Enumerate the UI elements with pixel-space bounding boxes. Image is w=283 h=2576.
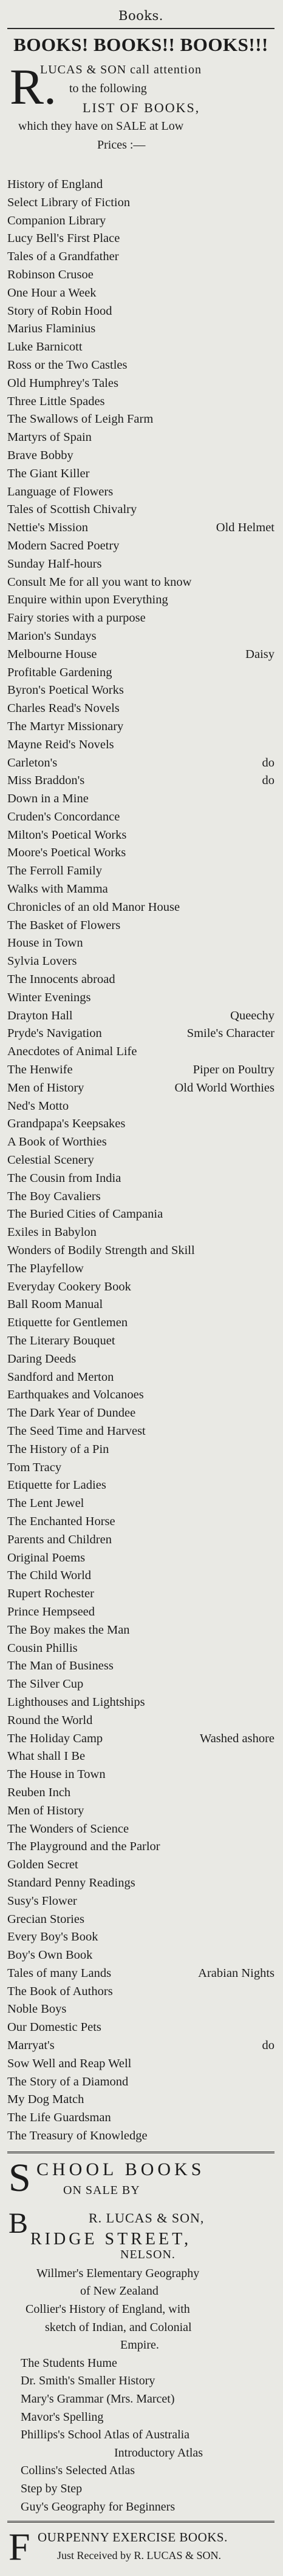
book-title-secondary: Old Helmet — [216, 521, 274, 535]
book-entry — [7, 375, 274, 393]
book-title: My Dog Match — [7, 2093, 84, 2107]
book-entry — [7, 1441, 274, 1459]
book-title: Noble Boys — [7, 2002, 67, 2016]
school-book-entry — [7, 2336, 274, 2355]
footer-notice — [7, 2527, 274, 2576]
book-title: One Hour a Week — [7, 286, 97, 300]
book-entry — [7, 591, 274, 609]
book-title: Story of Robin Hood — [7, 304, 112, 318]
book-entry — [7, 2109, 274, 2127]
book-entry — [7, 1983, 274, 2001]
book-entry — [7, 212, 274, 230]
book-entry — [7, 248, 274, 266]
book-entry — [7, 483, 274, 501]
book-title: Wonders of Bodily Strength and Skill — [7, 1244, 195, 1258]
book-entry — [7, 899, 274, 917]
book-title: Chronicles of an old Manor House — [7, 900, 180, 914]
book-title: Ross or the Two Castles — [7, 358, 128, 372]
book-entry — [7, 284, 274, 303]
book-title: Drayton Hall — [7, 1008, 73, 1022]
book-title: The Seed Time and Harvest — [7, 1424, 146, 1438]
book-title: Marion's Sundays — [7, 629, 97, 643]
book-title: Martyrs of Spain — [7, 431, 92, 444]
book-entry — [7, 827, 274, 845]
book-entry — [7, 934, 274, 953]
book-entry — [7, 2055, 274, 2073]
divider — [7, 2521, 274, 2523]
school-book-entry — [7, 2355, 274, 2373]
school-book-entry — [7, 2426, 274, 2444]
book-title: Winter Evenings — [7, 990, 91, 1004]
book-entry — [7, 1115, 274, 1133]
book-entry — [7, 1585, 274, 1603]
book-entry — [7, 1459, 274, 1477]
book-entry — [7, 808, 274, 827]
book-entry — [7, 519, 274, 537]
book-title: Tales of Scottish Chivalry — [7, 503, 137, 517]
school-book-title: Introductory Atlas — [114, 2446, 203, 2460]
book-title-secondary: Washed ashore — [199, 1731, 274, 1745]
book-entry — [7, 1603, 274, 1622]
book-entry — [7, 1874, 274, 1893]
school-books-heading — [7, 2157, 274, 2262]
book-entry — [7, 646, 274, 664]
book-entry — [7, 862, 274, 880]
column-title: Books. — [118, 8, 163, 23]
book-title: The Boy Cavaliers — [7, 1189, 101, 1203]
book-entry — [7, 1386, 274, 1404]
book-title: Every Boy's Book — [7, 1930, 98, 1944]
book-title: Luke Barnicott — [7, 340, 83, 354]
book-title: Walks with Mamma — [7, 882, 108, 896]
book-entry — [7, 1495, 274, 1513]
book-title: Mayne Reid's Novels — [7, 737, 114, 751]
book-entry — [7, 429, 274, 447]
school-book-title: sketch of Indian, and Colonial — [45, 2320, 192, 2334]
school-book-entry — [7, 2498, 274, 2517]
book-entry — [7, 2037, 274, 2055]
book-entry — [7, 1965, 274, 1983]
book-entry — [7, 682, 274, 700]
book-entry — [7, 1350, 274, 1369]
book-title: Profitable Gardening — [7, 665, 112, 679]
book-entry — [7, 754, 274, 773]
book-title: Carleton's — [7, 756, 58, 770]
book-title: The House in Town — [7, 1768, 106, 1782]
intro-line: to the following — [69, 82, 147, 95]
book-title-secondary: Piper on Poultry — [193, 1063, 274, 1077]
book-entry — [7, 555, 274, 574]
school-book-entry — [7, 2409, 274, 2427]
book-entry — [7, 664, 274, 682]
book-title: Reuben Inch — [7, 1785, 71, 1799]
book-title: Melbourne House — [7, 647, 97, 661]
school-heading-street: RIDGE STREET, — [30, 2229, 192, 2249]
book-entry — [7, 1820, 274, 1839]
book-entry — [7, 790, 274, 808]
book-title: Old Humphrey's Tales — [7, 376, 118, 390]
book-title: Daring Deeds — [7, 1352, 77, 1366]
book-title: Anecdotes of Animal Life — [7, 1045, 137, 1059]
book-title: The Literary Bouquet — [7, 1334, 115, 1347]
book-title: Our Domestic Pets — [7, 2021, 101, 2034]
intro-line: LUCAS & SON call attention — [40, 63, 202, 76]
book-entry — [7, 1784, 274, 1802]
book-entry — [7, 1206, 274, 1224]
book-entry — [7, 176, 274, 194]
banner-headline: BOOKS! BOOKS!! BOOKS!!! — [13, 34, 268, 55]
book-title: The Child World — [7, 1569, 92, 1583]
school-heading-title: CHOOL BOOKS — [36, 2159, 205, 2179]
book-title: Exiles in Babylon — [7, 1226, 97, 1239]
book-title: Etiquette for Gentlemen — [7, 1316, 128, 1330]
book-title: The Martyr Missionary — [7, 719, 124, 733]
book-title-secondary: Smile's Character — [186, 1027, 274, 1041]
book-title: The Treasury of Knowledge — [7, 2129, 148, 2143]
book-entry — [7, 1314, 274, 1332]
book-title: Tom Tracy — [7, 1460, 62, 1474]
book-entry — [7, 1838, 274, 1856]
book-title: Robinson Crusoe — [7, 267, 94, 281]
book-title: Prince Hempseed — [7, 1605, 95, 1618]
book-entry — [7, 1694, 274, 1712]
book-entry — [7, 2019, 274, 2037]
book-entry — [7, 194, 274, 212]
drop-cap: B — [9, 2207, 29, 2239]
book-title-secondary: Old World Worthies — [174, 1081, 274, 1095]
book-entry — [7, 917, 274, 935]
book-title: Companion Library — [7, 213, 106, 227]
book-entry — [7, 1622, 274, 1640]
book-entry — [7, 1766, 274, 1784]
school-book-entry — [7, 2444, 274, 2463]
book-title-secondary: do — [262, 756, 274, 770]
school-book-entry — [7, 2390, 274, 2409]
school-book-title: Phillips's School Atlas of Australia — [21, 2428, 190, 2442]
book-title-secondary: do — [262, 774, 274, 788]
book-title: Parents and Children — [7, 1532, 112, 1546]
book-title: Cousin Phillis — [7, 1641, 78, 1655]
school-book-entry — [7, 2283, 274, 2301]
book-entry — [7, 718, 274, 736]
book-title: The Playfellow — [7, 1261, 84, 1275]
book-title: Ned's Motto — [7, 1099, 69, 1113]
school-book-title: Step by Step — [21, 2481, 83, 2495]
book-title: Enquire within upon Everything — [7, 593, 168, 607]
book-title: Original Poems — [7, 1551, 86, 1565]
book-title: Select Library of Fiction — [7, 195, 131, 209]
book-entry — [7, 628, 274, 646]
school-book-title: Willmer's Elementary Geography — [36, 2266, 200, 2280]
book-entry — [7, 1007, 274, 1025]
drop-cap: R. — [10, 59, 57, 115]
book-entry — [7, 2001, 274, 2019]
book-title: Marius Flaminius — [7, 322, 96, 336]
school-book-title: Empire. — [120, 2338, 159, 2352]
book-title-secondary: Arabian Nights — [198, 1966, 274, 1980]
book-title: The Life Guardsman — [7, 2111, 111, 2125]
book-entry — [7, 1188, 274, 1206]
book-entry — [7, 537, 274, 555]
book-title: Boy's Own Book — [7, 1948, 93, 1962]
book-entry — [7, 1531, 274, 1549]
book-entry — [7, 447, 274, 465]
book-title: Nettie's Mission — [7, 521, 88, 535]
book-entry — [7, 1477, 274, 1495]
book-entry — [7, 1369, 274, 1387]
book-title: Language of Flowers — [7, 485, 114, 498]
book-entry — [7, 1893, 274, 1911]
book-entry — [7, 1098, 274, 1116]
book-entry — [7, 1061, 274, 1079]
book-title: Golden Secret — [7, 1858, 78, 1872]
intro-line: which they have on SALE at Low — [18, 119, 184, 133]
book-title: Lighthouses and Lightships — [7, 1695, 145, 1709]
book-title: Etiquette for Ladies — [7, 1478, 106, 1492]
book-title: The Ferroll Family — [7, 864, 103, 878]
book-title: The Man of Business — [7, 1659, 114, 1673]
book-entry — [7, 465, 274, 483]
book-entry — [7, 320, 274, 338]
school-book-title: Collier's History of England, with — [26, 2303, 190, 2316]
book-entry — [7, 2127, 274, 2145]
book-title: Milton's Poetical Works — [7, 828, 127, 842]
school-book-title: Mavor's Spelling — [21, 2410, 104, 2424]
school-book-entry — [7, 2480, 274, 2498]
book-title: Sunday Half-hours — [7, 557, 102, 571]
book-title: The Innocents abroad — [7, 973, 115, 987]
book-entry — [7, 1856, 274, 1874]
drop-cap: S — [9, 2155, 31, 2200]
book-title: The History of a Pin — [7, 1442, 109, 1456]
book-title: Charles Read's Novels — [7, 702, 120, 716]
book-title-secondary: Queechy — [230, 1008, 274, 1022]
book-title: The Holiday Camp — [7, 1731, 103, 1745]
book-title: Modern Sacred Poetry — [7, 538, 120, 552]
book-list — [7, 176, 274, 2145]
book-title: Sylvia Lovers — [7, 954, 77, 968]
book-entry — [7, 1423, 274, 1441]
book-entry — [7, 700, 274, 718]
book-title: Miss Braddon's — [7, 774, 85, 788]
book-title: Ball Room Manual — [7, 1298, 103, 1312]
book-entry — [7, 1567, 274, 1585]
school-heading-town: NELSON. — [120, 2247, 176, 2261]
book-title: Tales of many Lands — [7, 1966, 112, 1980]
book-title: Consult Me for all you want to know — [7, 575, 192, 589]
book-title-secondary: Daisy — [245, 647, 274, 661]
school-book-entry — [7, 2462, 274, 2480]
book-entry — [7, 1947, 274, 1965]
book-entry — [7, 2091, 274, 2109]
book-title: Fairy stories with a purpose — [7, 611, 146, 625]
book-entry — [7, 1928, 274, 1947]
intro-heading: LIST OF BOOKS, — [83, 100, 200, 115]
book-title: The Playground and the Parlor — [7, 1840, 160, 1854]
book-entry — [7, 1242, 274, 1260]
book-entry — [7, 971, 274, 989]
book-title: Standard Penny Readings — [7, 1876, 135, 1890]
book-entry — [7, 338, 274, 357]
footer-headline: OURPENNY EXERCISE BOOKS. — [38, 2530, 228, 2545]
book-title: Down in a Mine — [7, 792, 89, 806]
book-entry — [7, 1079, 274, 1098]
book-entry — [7, 1748, 274, 1766]
book-entry — [7, 357, 274, 375]
school-book-title: Guy's Geography for Beginners — [21, 2500, 176, 2514]
book-entry — [7, 2073, 274, 2091]
book-entry — [7, 1043, 274, 1061]
footer-subline: Just Received by R. LUCAS & SON. — [57, 2549, 221, 2562]
book-title: Men of History — [7, 1081, 84, 1095]
book-title: What shall I Be — [7, 1749, 86, 1763]
book-title: Celestial Scenery — [7, 1153, 94, 1167]
book-entry — [7, 1404, 274, 1423]
book-title: The Lent Jewel — [7, 1497, 84, 1511]
school-book-title: The Students Hume — [21, 2356, 117, 2370]
book-title: The Boy makes the Man — [7, 1623, 130, 1637]
book-title: Lucy Bell's First Place — [7, 232, 120, 246]
book-entry — [7, 1911, 274, 1929]
book-entry — [7, 1730, 274, 1748]
book-title: Everyday Cookery Book — [7, 1280, 131, 1293]
book-title: The Story of a Diamond — [7, 2075, 129, 2088]
book-title: House in Town — [7, 936, 83, 950]
book-title: Grecian Stories — [7, 1912, 84, 1926]
book-title: Earthquakes and Volcanoes — [7, 1388, 144, 1402]
book-entry — [7, 1152, 274, 1170]
book-entry — [7, 1332, 274, 1350]
book-title: The Henwife — [7, 1063, 73, 1077]
book-title: Round the World — [7, 1713, 93, 1727]
book-title: The Basket of Flowers — [7, 918, 121, 932]
book-title: The Swallows of Leigh Farm — [7, 412, 154, 426]
book-entry — [7, 1712, 274, 1730]
book-entry — [7, 303, 274, 321]
book-title: Susy's Flower — [7, 1894, 77, 1908]
book-title: Men of History — [7, 1803, 84, 1817]
book-title: Tales of a Grandfather — [7, 250, 119, 264]
book-entry — [7, 266, 274, 284]
book-title: Cruden's Concordance — [7, 810, 120, 823]
book-entry — [7, 411, 274, 429]
book-title: Grandpapa's Keepsakes — [7, 1117, 126, 1131]
book-entry — [7, 953, 274, 971]
school-book-title: Dr. Smith's Smaller History — [21, 2374, 155, 2388]
book-title: The Wonders of Science — [7, 1822, 129, 1836]
intro-line: Prices :— — [97, 138, 146, 152]
book-entry — [7, 1025, 274, 1043]
book-title: Three Little Spades — [7, 394, 105, 408]
book-title: Sow Well and Reap Well — [7, 2056, 132, 2070]
school-heading-line: R. LUCAS & SON, — [89, 2210, 205, 2225]
school-book-entry — [7, 2372, 274, 2390]
book-title: The Dark Year of Dundee — [7, 1406, 136, 1420]
book-entry — [7, 609, 274, 628]
book-title: The Book of Authors — [7, 1984, 113, 1998]
book-entry — [7, 1224, 274, 1242]
book-entry — [7, 1802, 274, 1820]
book-entry — [7, 1170, 274, 1188]
school-book-list — [7, 2265, 274, 2516]
school-heading-line: ON SALE BY — [63, 2183, 140, 2197]
book-entry — [7, 230, 274, 248]
book-entry — [7, 772, 274, 790]
book-entry — [7, 574, 274, 592]
book-title: The Enchanted Horse — [7, 1514, 115, 1528]
intro-paragraph — [7, 61, 274, 175]
book-entry — [7, 1278, 274, 1296]
book-title: Pryde's Navigation — [7, 1027, 102, 1041]
book-title: The Silver Cup — [7, 1677, 84, 1691]
school-book-title: Mary's Grammar (Mrs. Marcet) — [21, 2392, 175, 2406]
drop-cap: F — [9, 2525, 30, 2569]
school-book-title: Collins's Selected Atlas — [21, 2464, 135, 2478]
school-book-entry — [7, 2265, 274, 2283]
book-title: The Cousin from India — [7, 1171, 121, 1185]
divider — [7, 2152, 274, 2153]
school-book-entry — [7, 2319, 274, 2337]
book-entry — [7, 1296, 274, 1314]
book-title: Moore's Poetical Works — [7, 846, 126, 860]
book-entry — [7, 1640, 274, 1658]
school-book-title: of New Zealand — [80, 2284, 159, 2298]
book-entry — [7, 1657, 274, 1675]
book-entry — [7, 1549, 274, 1568]
book-title: Sandford and Merton — [7, 1370, 114, 1384]
book-entry — [7, 393, 274, 411]
book-title: Rupert Rochester — [7, 1587, 94, 1601]
school-book-entry — [7, 2301, 274, 2319]
book-title-secondary: do — [262, 2039, 274, 2053]
book-title: The Buried Cities of Campania — [7, 1207, 163, 1221]
book-title: Brave Bobby — [7, 448, 73, 462]
book-entry — [7, 501, 274, 519]
book-entry — [7, 880, 274, 899]
book-title: The Giant Killer — [7, 466, 90, 480]
book-entry — [7, 989, 274, 1007]
book-entry — [7, 736, 274, 754]
book-entry — [7, 1133, 274, 1152]
book-title: History of England — [7, 178, 103, 191]
book-entry — [7, 1675, 274, 1694]
book-title: A Book of Worthies — [7, 1135, 107, 1149]
book-entry — [7, 1260, 274, 1278]
book-title: Marryat's — [7, 2039, 55, 2053]
book-entry — [7, 1513, 274, 1531]
book-title: Byron's Poetical Works — [7, 683, 124, 697]
book-entry — [7, 844, 274, 862]
